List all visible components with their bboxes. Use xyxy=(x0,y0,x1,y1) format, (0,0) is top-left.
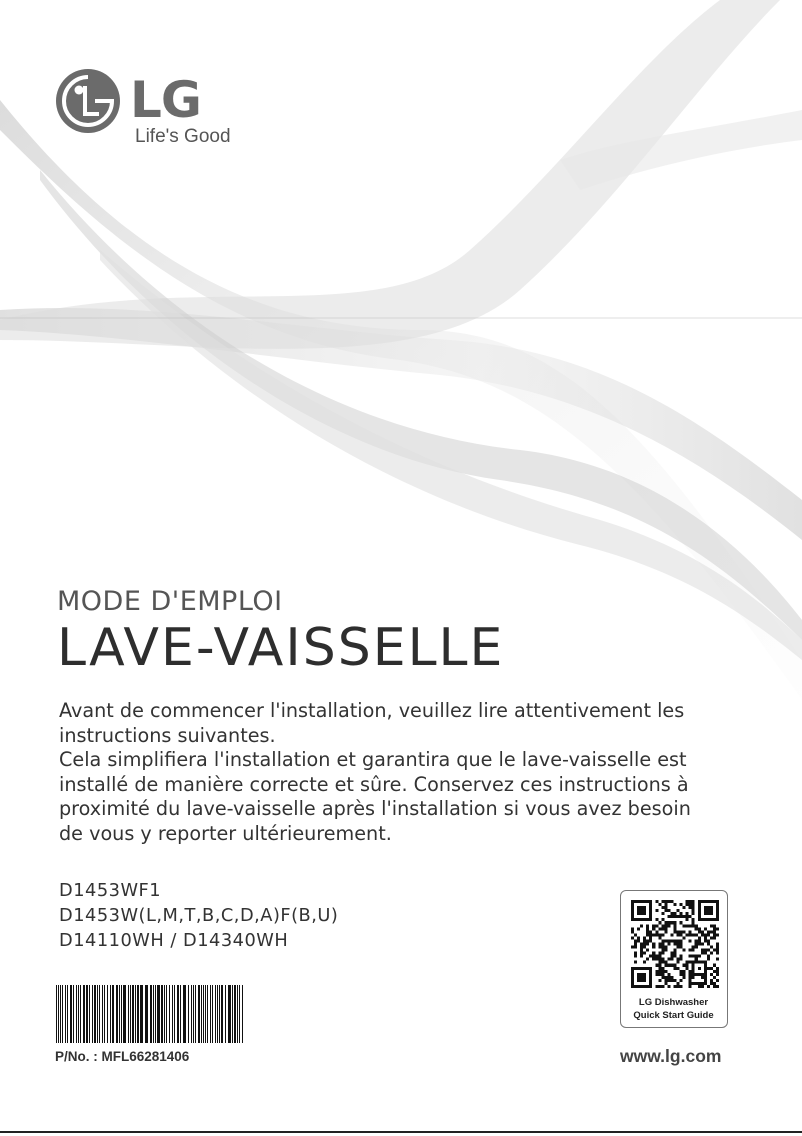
qr-label-line2: Quick Start Guide xyxy=(633,1010,714,1021)
model-number: D1453W(L,M,T,B,C,D,A)F(B,U) xyxy=(59,905,339,926)
intro-line: Avant de commencer l'installation, veuillez lire attentivement les xyxy=(59,699,685,722)
bottom-divider xyxy=(0,1131,802,1133)
brand-name: LG xyxy=(130,71,201,129)
intro-line: installé de manière correcte et sûre. Conservez ces instructions à xyxy=(59,772,689,796)
qr-code[interactable] xyxy=(631,900,719,988)
intro-line: de vous y reporter ultérieurement. xyxy=(59,821,392,845)
model-number: D1453WF1 xyxy=(59,880,162,901)
barcode xyxy=(55,985,245,1043)
model-list xyxy=(59,878,338,953)
part-number: P/No. : MFL66281406 xyxy=(55,1049,190,1064)
intro-line: instructions suivantes. xyxy=(59,723,276,747)
qr-code-card[interactable] xyxy=(620,890,728,1028)
lg-face-icon xyxy=(55,68,121,134)
brand-slogan: Life's Good xyxy=(135,126,231,147)
lg-logo xyxy=(55,68,255,158)
intro-text xyxy=(59,699,719,847)
website-link[interactable]: www.lg.com xyxy=(620,1046,722,1066)
qr-label-line1: LG Dishwasher xyxy=(638,997,709,1008)
intro-line: proximité du lave-vaisselle après l'installation si vous avez besoin xyxy=(59,797,691,821)
model-number: D14110WH / D14340WH xyxy=(59,930,289,951)
document-type: MODE D'EMPLOI xyxy=(57,586,283,617)
intro-line: Cela simplifiera l'installation et garantira que le lave-vaisselle est xyxy=(59,748,687,772)
product-title: LAVE-VAISSELLE xyxy=(57,618,505,678)
